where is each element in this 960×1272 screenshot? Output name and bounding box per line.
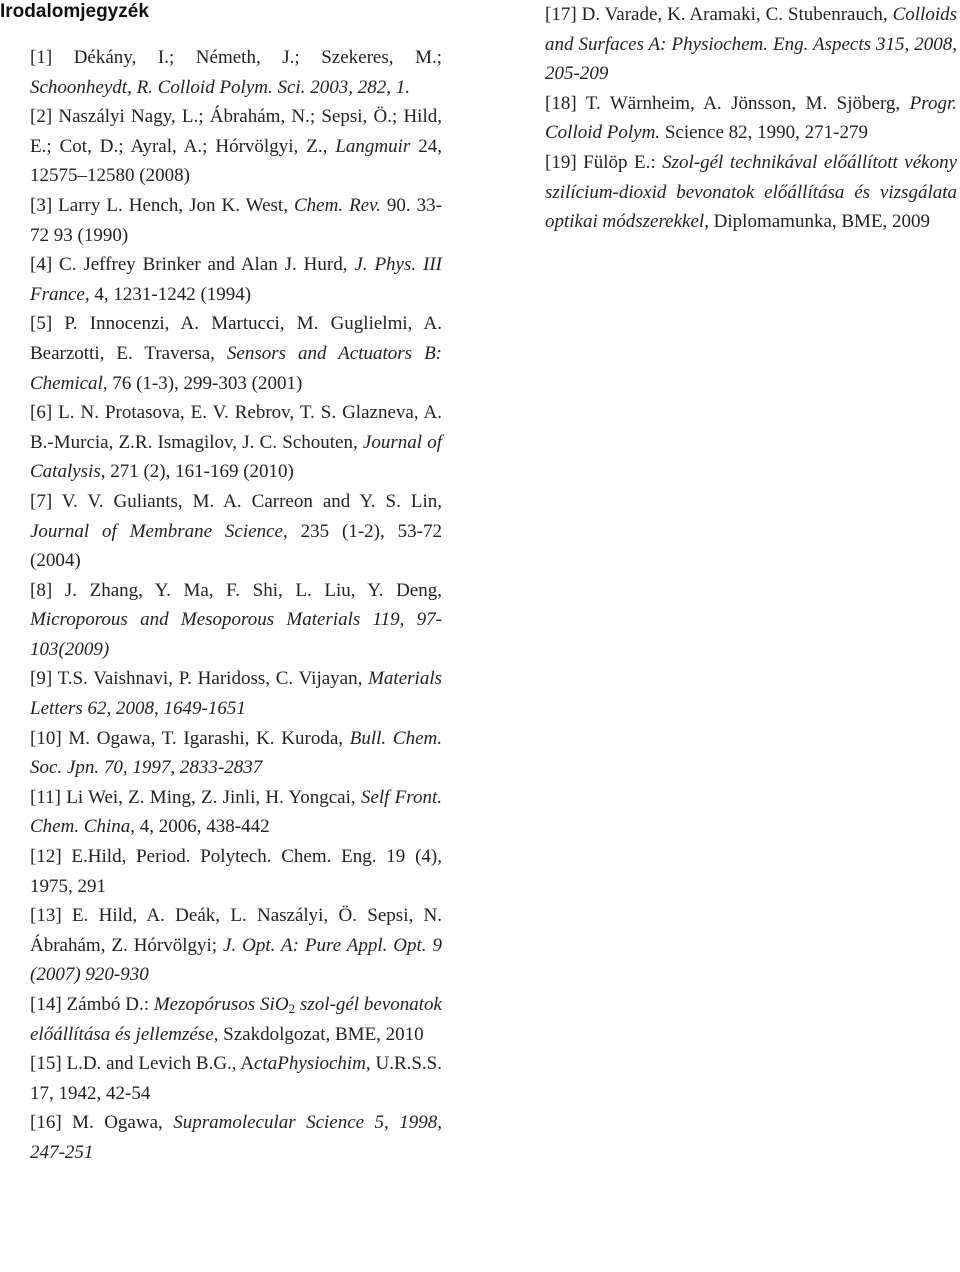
reference-column-left xyxy=(30,0,442,1168)
reference-number: [19] xyxy=(545,151,577,173)
reference-entry xyxy=(545,0,957,89)
reference-text: , 76 (1-3), 299-303 (2001) xyxy=(102,372,303,394)
reference-text: M. Ogawa, xyxy=(61,1112,174,1134)
reference-number: [4] xyxy=(30,254,53,276)
reference-italic-text: Progr. Colloid Polym. xyxy=(545,92,957,144)
reference-entry xyxy=(30,309,442,398)
reference-number: [15] xyxy=(30,1053,62,1075)
reference-italic-text: Schoonheydt, R. Colloid Polym. Sci. 2003, 282, 1. xyxy=(30,76,410,98)
reference-text: Zámbó D.: xyxy=(61,994,154,1015)
reference-number: [5] xyxy=(30,313,53,335)
reference-entry xyxy=(30,842,442,901)
reference-number: [8] xyxy=(30,579,53,601)
reference-italic-text: Materials Letters 62, 2008, 1649-1651 xyxy=(30,668,442,720)
reference-number: [16] xyxy=(30,1112,62,1134)
reference-italic-text: Journal of Catalysis xyxy=(30,431,442,483)
reference-text: T. Wärnheim, A. Jönsson, M. Sjöberg, xyxy=(576,92,910,114)
reference-italic-text: Sensors and Actuators B: Chemical xyxy=(30,342,442,394)
reference-text: , 4, 2006, 438-442 xyxy=(130,816,270,838)
reference-text: E. Hild, A. Deák, L. Naszályi, Ö. Sepsi, N. Ábrahám, Z. Hórvölgyi; xyxy=(30,905,442,956)
reference-number: [17] xyxy=(545,4,577,25)
reference-number: [14] xyxy=(30,994,62,1015)
reference-text: Naszályi Nagy, L.; Ábrahám, N.; Sepsi, Ö.; Hild, E.; Cot, D.; Ayral, A.; Hórvölgyi, Z., xyxy=(30,106,442,157)
reference-text: V. V. Guliants, M. A. Carreon and Y. S. Lin, xyxy=(52,490,442,512)
reference-number: [3] xyxy=(30,194,53,216)
reference-entry xyxy=(30,398,442,487)
reference-entry xyxy=(30,1108,442,1167)
reference-italic-text: J. Phys. III France, xyxy=(30,254,442,305)
reference-entry xyxy=(30,191,442,250)
reference-column-right xyxy=(545,0,957,237)
reference-text: P. Innocenzi, A. Martucci, M. Guglielmi, A. Bearzotti, E. Traversa, xyxy=(30,313,442,364)
reference-text: 4, 1231-1242 (1994) xyxy=(89,283,252,305)
reference-text: , 235 (1-2), 53-72 (2004) xyxy=(30,520,442,572)
reference-italic-text: Supramolecular Science 5, 1998, 247-251 xyxy=(30,1112,442,1163)
reference-number: [6] xyxy=(30,402,53,424)
reference-italic-text: J. Opt. A: Pure Appl. Opt. 9 (2007) 920-930 xyxy=(30,934,443,986)
reference-number: [9] xyxy=(30,668,53,690)
reference-entry xyxy=(30,664,442,723)
reference-text: C. Jeffrey Brinker and Alan J. Hurd, xyxy=(52,254,355,276)
reference-italic-text: Szol-gél technikával előállított vékony szilícium-dioxid bevonatok előállítása és vizsgálata optikai módszerekkel, xyxy=(545,151,957,233)
reference-text: U.R.S.S. 17, 1942, 42-54 xyxy=(30,1053,442,1104)
reference-italic-text: szol-gél bevonatok előállítása és jellemzése, xyxy=(30,994,442,1045)
reference-entry xyxy=(30,990,442,1049)
reference-number: [2] xyxy=(30,106,53,128)
reference-italic-text: Mezopórusos SiO xyxy=(153,994,289,1015)
reference-entry xyxy=(30,724,442,783)
reference-italic-text: Langmuir xyxy=(335,135,411,157)
reference-entry xyxy=(30,783,442,842)
reference-entry xyxy=(30,43,442,102)
reference-text: Dékány, I.; Németh, J.; Szekeres, M.; xyxy=(52,47,442,68)
reference-number: [1] xyxy=(30,47,53,68)
reference-entry xyxy=(30,1049,442,1108)
reference-text: Larry L. Hench, Jon K. West, xyxy=(52,194,294,216)
reference-text: Szakdolgozat, BME, 2010 xyxy=(218,1023,424,1045)
reference-text: J. Zhang, Y. Ma, F. Shi, L. Liu, Y. Deng, xyxy=(52,579,442,601)
reference-text: D. Varade, K. Aramaki, C. Stubenrauch, xyxy=(576,4,893,25)
reference-number: [12] xyxy=(30,846,62,868)
reference-number: [13] xyxy=(30,905,62,927)
reference-text: L. N. Protasova, E. V. Rebrov, T. S. Glazneva, A. B.-Murcia, Z.R. Ismagilov, J. C. Schouten, xyxy=(30,402,442,453)
reference-number: [7] xyxy=(30,490,53,512)
reference-entry xyxy=(30,250,442,309)
reference-text: 90. 33-72 93 (1990) xyxy=(30,194,443,246)
reference-text: T.S. Vaishnavi, P. Haridoss, C. Vijayan, xyxy=(52,668,369,690)
reference-text: Fülöp E.: xyxy=(576,151,663,173)
reference-italic-text: Chem. Rev. xyxy=(293,194,381,216)
reference-text: L.D. and Levich B.G., A xyxy=(61,1053,255,1075)
reference-number: [10] xyxy=(30,727,62,749)
reference-italic-text: Journal of Membrane Science xyxy=(30,520,283,542)
reference-text: E.Hild, Period. Polytech. Chem. Eng. 19 (4), 1975, 291 xyxy=(30,846,442,897)
reference-text: Science 82, 1990, 271-279 xyxy=(660,122,868,144)
bibliography-heading: Irodalomjegyzék xyxy=(0,1,149,22)
reference-text: 24, 12575–12580 (2008) xyxy=(30,135,443,187)
reference-entry xyxy=(545,148,957,237)
reference-entry xyxy=(30,487,442,576)
reference-italic-text: Self Front. Chem. China xyxy=(30,786,442,838)
reference-italic-text: Microporous and Mesoporous Materials 119, 97-103(2009) xyxy=(30,609,442,660)
reference-text: , 271 (2), 161-169 (2010) xyxy=(100,461,294,483)
reference-number: [18] xyxy=(545,92,577,114)
reference-text: Li Wei, Z. Ming, Z. Jinli, H. Yongcai, xyxy=(60,786,361,808)
subscript: 2 xyxy=(288,1001,296,1016)
reference-text: M. Ogawa, T. Igarashi, K. Kuroda, xyxy=(61,727,350,749)
reference-entry xyxy=(30,576,442,665)
reference-italic-text: ctaPhysiochim, xyxy=(254,1053,371,1075)
reference-entry xyxy=(30,901,442,990)
reference-italic-text: Colloids and Surfaces A: Physiochem. Eng. Aspects 315, 2008, 205-209 xyxy=(545,4,957,85)
reference-text: Diplomamunka, BME, 2009 xyxy=(708,211,931,233)
reference-italic-text: Bull. Chem. Soc. Jpn. 70, 1997, 2833-2837 xyxy=(30,727,442,779)
reference-entry xyxy=(545,89,957,148)
reference-entry xyxy=(30,102,442,191)
reference-number: [11] xyxy=(30,786,61,808)
